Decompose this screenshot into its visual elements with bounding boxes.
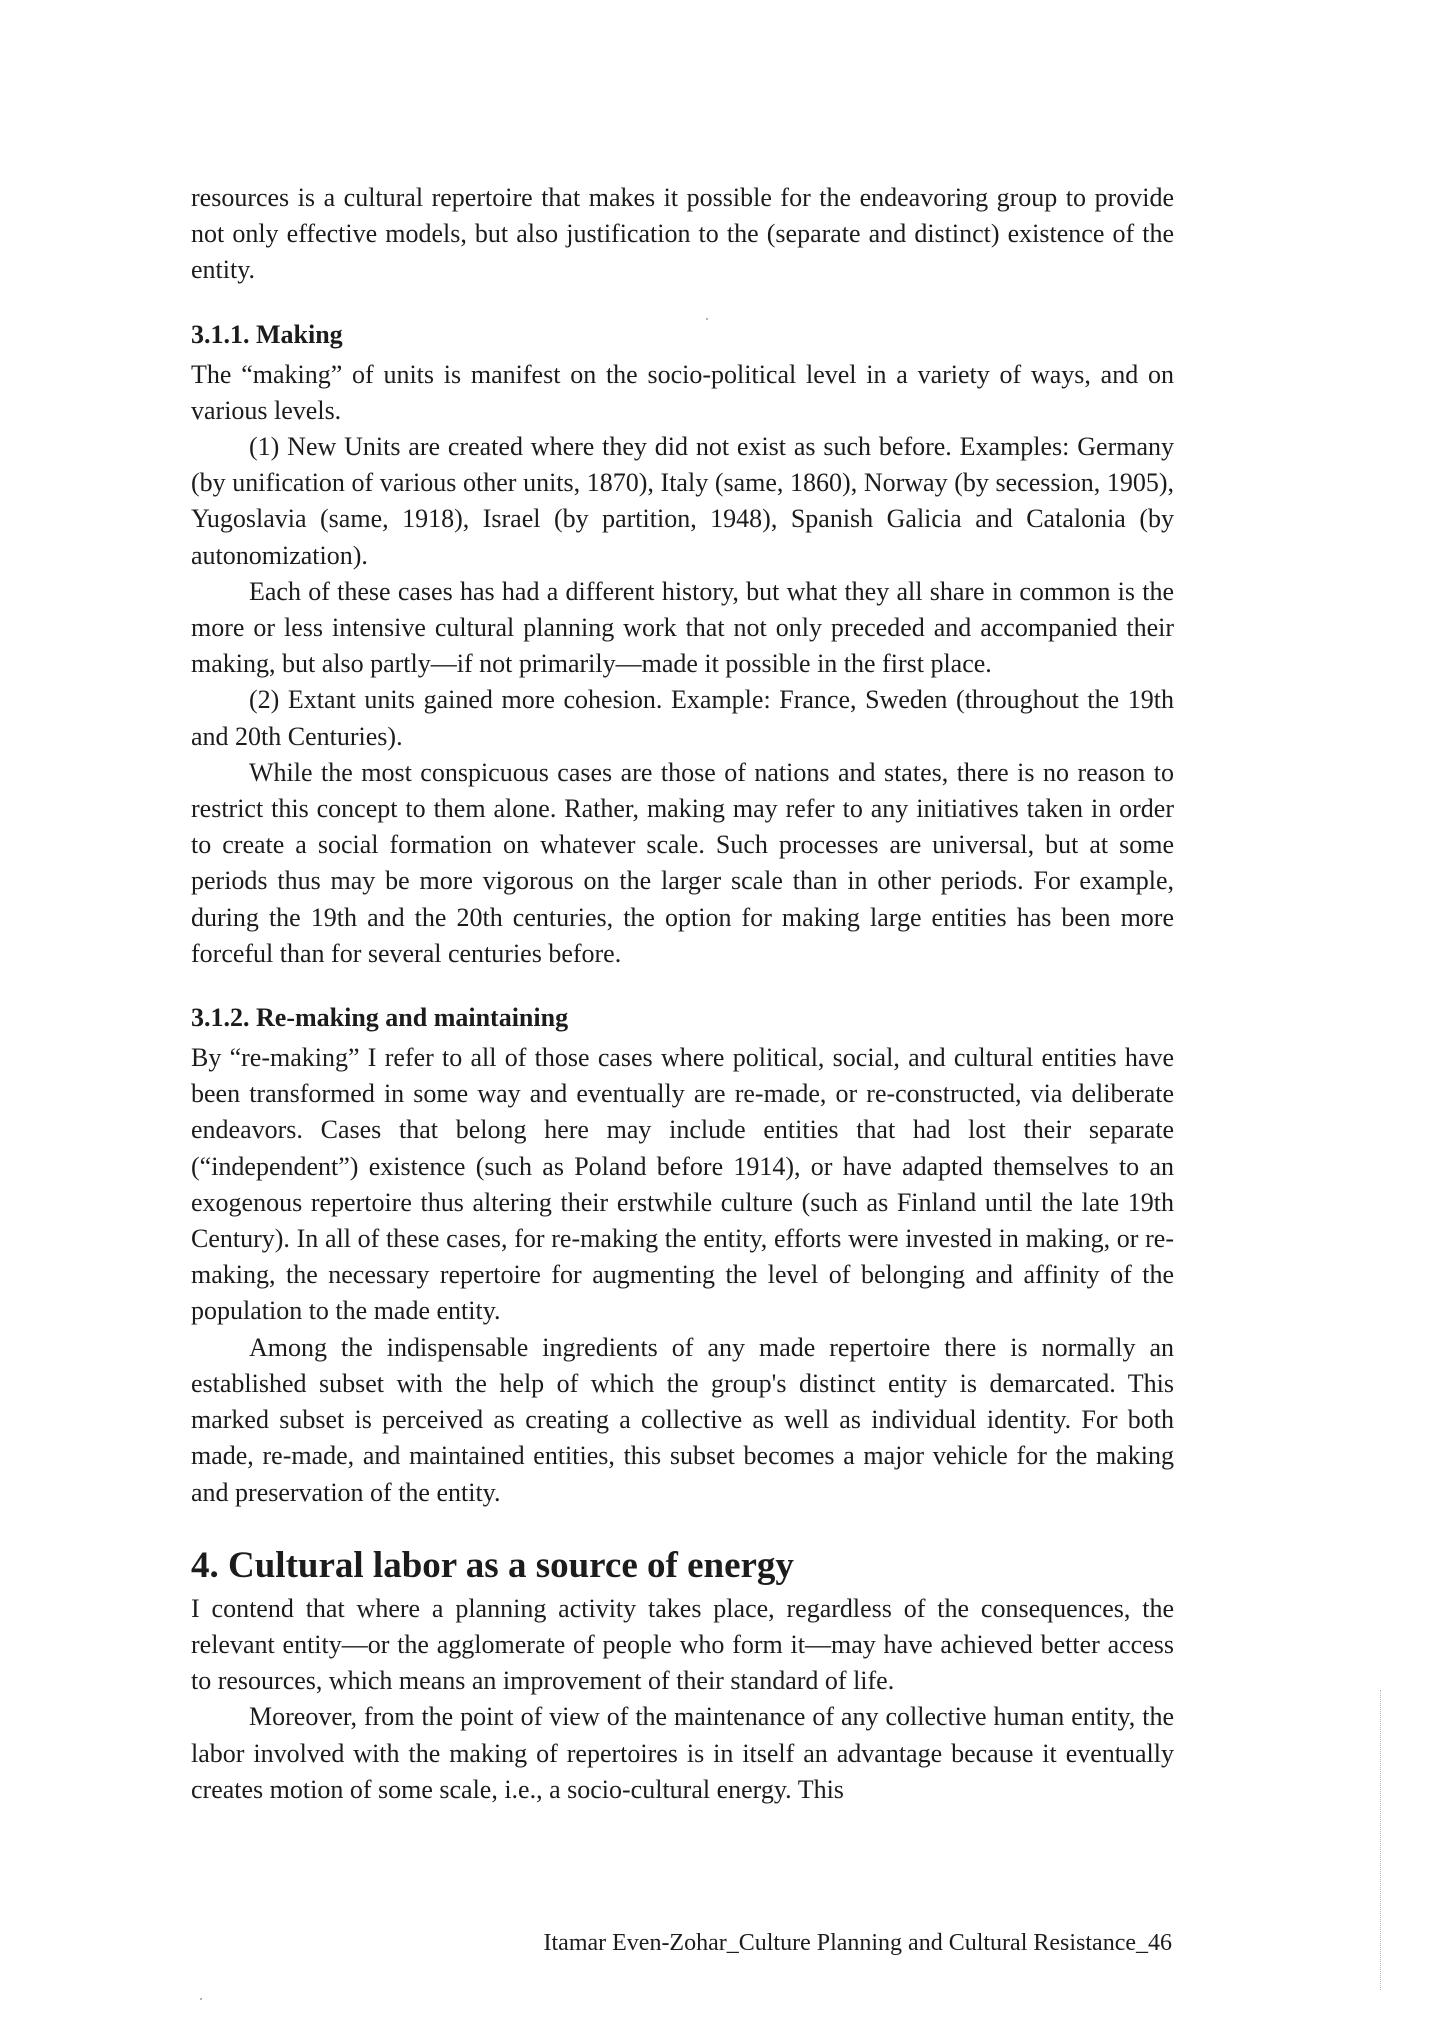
paragraph: By “re-making” I refer to all of those cases where political, social, and cultural entities have been transformed in some way and eventually are re-made, or re-constructed, via deliberate endeavors. Cases that belong here may include entities that had lost their separate (“independent”) existence (such as Poland before 1914), or have adapted themselves to an exogenous repertoire thus altering their erstwhile culture (such as Finland until the late 19th Century). In all of these cases, for re-making the entity, efforts were invested in making, or re-making, the necessary repertoire for augmenting the level of belonging and affinity of the population to the made entity. bbox=[191, 1043, 1174, 1326]
section-heading-3-1-1: 3.1.1. Making bbox=[191, 319, 343, 349]
section-heading-3-1-2: 3.1.2. Re-making and maintaining bbox=[191, 1003, 569, 1033]
scan-speck bbox=[706, 318, 708, 320]
section-heading-4: 4. Cultural labor as a source of energy bbox=[191, 1544, 794, 1586]
paragraph-continuation: resources is a cultural repertoire that makes it possible for the endeavoring group to provide not only effective models, but also justification to the (separate and distinct) existence of the entity. bbox=[191, 183, 1174, 285]
paragraph: Among the indispensable ingredients of any made repertoire there is normally an established subset with the help of which the group's distinct entity is demarcated. This marked subset is perceived as creating a collective as well as individual identity. For both made, re-made, and maintained entities, this subset becomes a major vehicle for the making and preservation of the entity. bbox=[191, 1332, 1174, 1507]
paragraph: (2) Extant units gained more cohesion. Example: France, Sweden (throughout the 19th and 20th Centuries). bbox=[191, 685, 1174, 751]
scan-edge-artifact bbox=[1380, 1690, 1382, 1990]
page-body bbox=[191, 180, 1174, 1808]
paragraph: Each of these cases has had a different history, but what they all share in common is the more or less intensive cultural planning work that not only preceded and accompanied their making, but also partly—if not primarily—made it possible in the first place. bbox=[191, 576, 1174, 679]
running-footer: Itamar Even-Zohar_Culture Planning and Cultural Resistance_46 bbox=[543, 1930, 1172, 1956]
scan-speck bbox=[200, 1998, 202, 2000]
paragraph: Moreover, from the point of view of the maintenance of any collective human entity, the labor involved with the making of repertoires is in itself an advantage because it eventually creates motion of some scale, i.e., a socio-cultural energy. This bbox=[191, 1702, 1174, 1804]
paragraph: While the most conspicuous cases are those of nations and states, there is no reason to restrict this concept to them alone. Rather, making may refer to any initiatives taken in order to create a social formation on whatever scale. Such processes are universal, but at some periods thus may be more vigorous on the larger scale than in other periods. For example, during the 19th and the 20th centuries, the option for making large entities has been more forceful than for several centuries before. bbox=[191, 757, 1174, 968]
paragraph: (1) New Units are created where they did not exist as such before. Examples: Germany (by unification of various other units, 1870), Italy (same, 1860), Norway (by secession, 1905), Yugoslavia (same, 1918), Israel (by partition, 1948), Spanish Galicia and Catalonia (by autonomization). bbox=[191, 432, 1174, 570]
paragraph: I contend that where a planning activity takes place, regardless of the consequences, the relevant entity—or the agglomerate of people who form it—may have achieved better access to resources, which means an improvement of their standard of life. bbox=[191, 1593, 1174, 1696]
paragraph: The “making” of units is manifest on the socio-political level in a variety of ways, and on various levels. bbox=[191, 359, 1174, 425]
